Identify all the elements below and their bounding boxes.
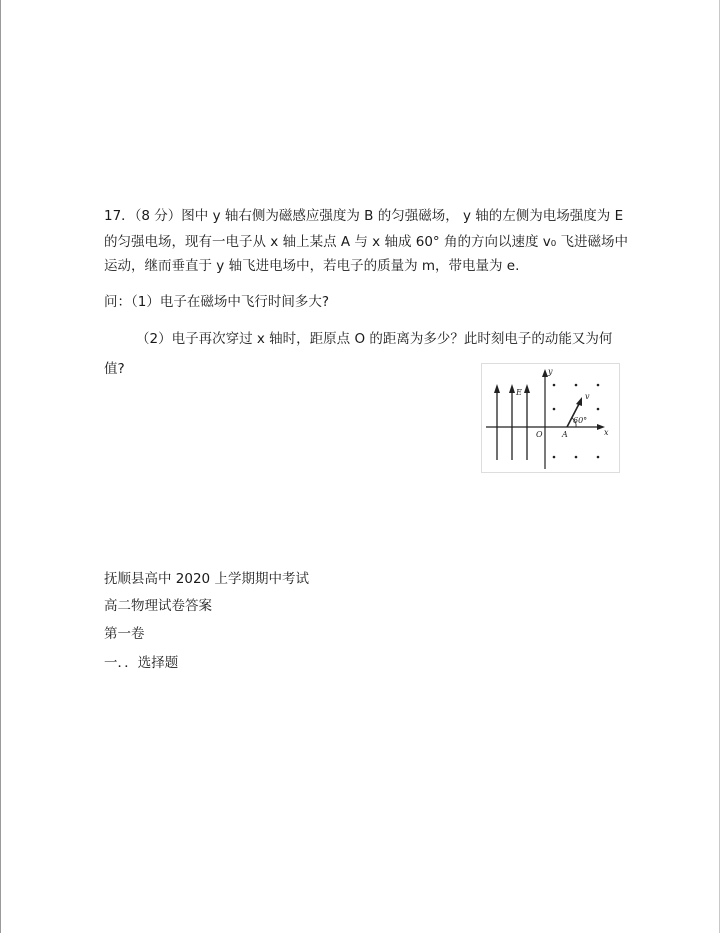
answer-title: 抚顺县高中 2020 上学期期中考试	[104, 571, 309, 587]
field-diagram	[481, 363, 620, 473]
question-2-line-2: 值?	[104, 361, 125, 377]
field-arrowheads	[494, 384, 530, 393]
velocity-arrowhead	[576, 397, 582, 406]
section-heading: 一．．选择题	[104, 655, 179, 671]
volume-heading: 第一卷	[104, 626, 145, 642]
answer-subtitle: 高二物理试卷答案	[104, 598, 212, 614]
problem-text-line-1: 17．（8 分）图中 y 轴右侧为磁感应强度为 B 的匀强磁场， y 轴的左侧为电场强度为 E	[104, 208, 624, 224]
problem-text-line-3: 运动，继而垂直于 y 轴飞进电场中，若电子的质量为 m，带电量为 e.	[104, 258, 520, 274]
label-angle: 60°	[573, 416, 588, 425]
label-A: A	[562, 430, 568, 439]
arrowhead-1	[494, 384, 500, 393]
question-2-line-1: （2）电子再次穿过 x 轴时，距原点 O 的距离为多少？此时刻电子的动能又为何	[136, 331, 613, 347]
label-v: v	[585, 392, 590, 401]
electric-field-lines	[497, 391, 527, 460]
label-E: E	[516, 388, 522, 397]
problem-text-line-2: 的匀强电场，现有一电子从 x 轴上某点 A 与 x 轴成 60° 角的方向以速度 v₀ 飞进磁场中	[104, 234, 628, 250]
arrowhead-2	[509, 384, 515, 393]
label-O: O	[536, 430, 543, 439]
arrowhead-3	[524, 384, 530, 393]
question-1: 问：（1）电子在磁场中飞行时间多大?	[104, 294, 330, 310]
label-x: x	[604, 428, 609, 437]
label-y: y	[548, 367, 553, 376]
page-edge-left	[0, 0, 1, 933]
